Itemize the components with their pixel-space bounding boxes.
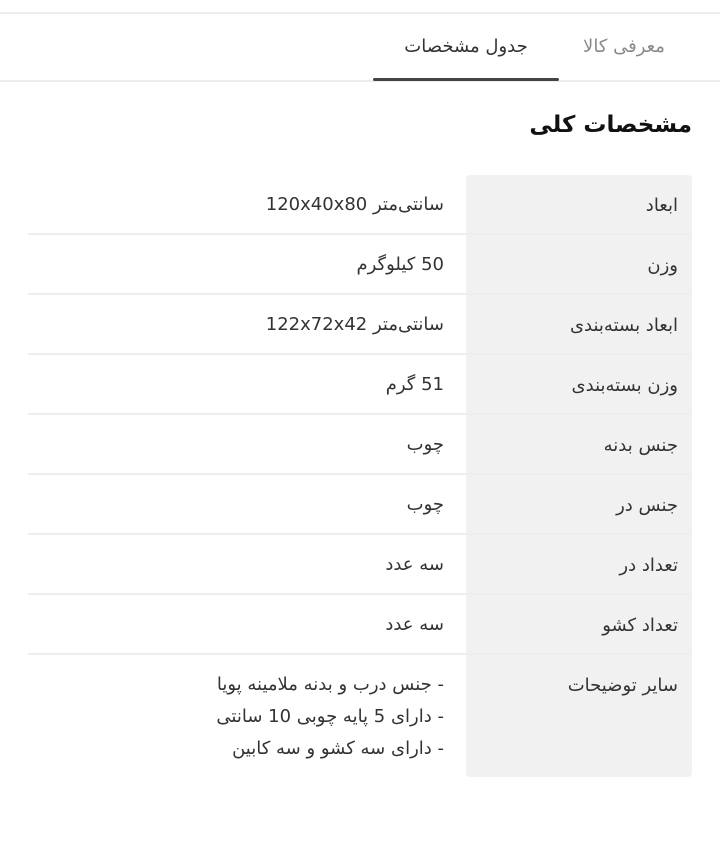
spec-value: چوب [406,434,444,455]
spec-label: تعداد کشو [466,595,692,653]
spec-value: سه عدد [385,614,444,635]
tab-spec-table[interactable]: جدول مشخصات [373,14,559,80]
spec-value: سانتی‌متر 120x40x80 [265,194,444,215]
spec-value: 50 کیلوگرم [356,254,444,275]
spec-label: جنس در [466,475,692,533]
spec-value-list [28,655,466,777]
tab-product-intro[interactable]: معرفی کالا [583,36,665,57]
spec-label: تعداد در [466,535,692,593]
spec-row [28,535,692,595]
spec-label: ابعاد [466,175,692,233]
spec-row-other [28,655,692,777]
tab-bar [0,14,720,82]
spec-value: سه عدد [385,554,444,575]
spec-row [28,415,692,475]
spec-row [28,475,692,535]
spec-label: سایر توضیحات [466,655,692,777]
spec-row [28,595,692,655]
spec-table [28,175,692,777]
section-title: مشخصات کلی [529,112,692,138]
spec-label: وزن بسته‌بندی [466,355,692,413]
spec-label: وزن [466,235,692,293]
spec-value: چوب [406,494,444,515]
spec-value: سانتی‌متر 122x72x42 [265,314,444,335]
spec-row [28,355,692,415]
spec-value: 51 گرم [385,374,444,395]
spec-value-line: - جنس درب و بدنه ملامینه پویا [216,674,444,695]
spec-row [28,235,692,295]
spec-row [28,295,692,355]
spec-value-line: - دارای سه کشو و سه کابین [232,738,444,759]
spec-label: جنس بدنه [466,415,692,473]
spec-label: ابعاد بسته‌بندی [466,295,692,353]
spec-value-line: - دارای 5 پایه چوبی 10 سانتی [216,706,444,727]
spec-row [28,175,692,235]
